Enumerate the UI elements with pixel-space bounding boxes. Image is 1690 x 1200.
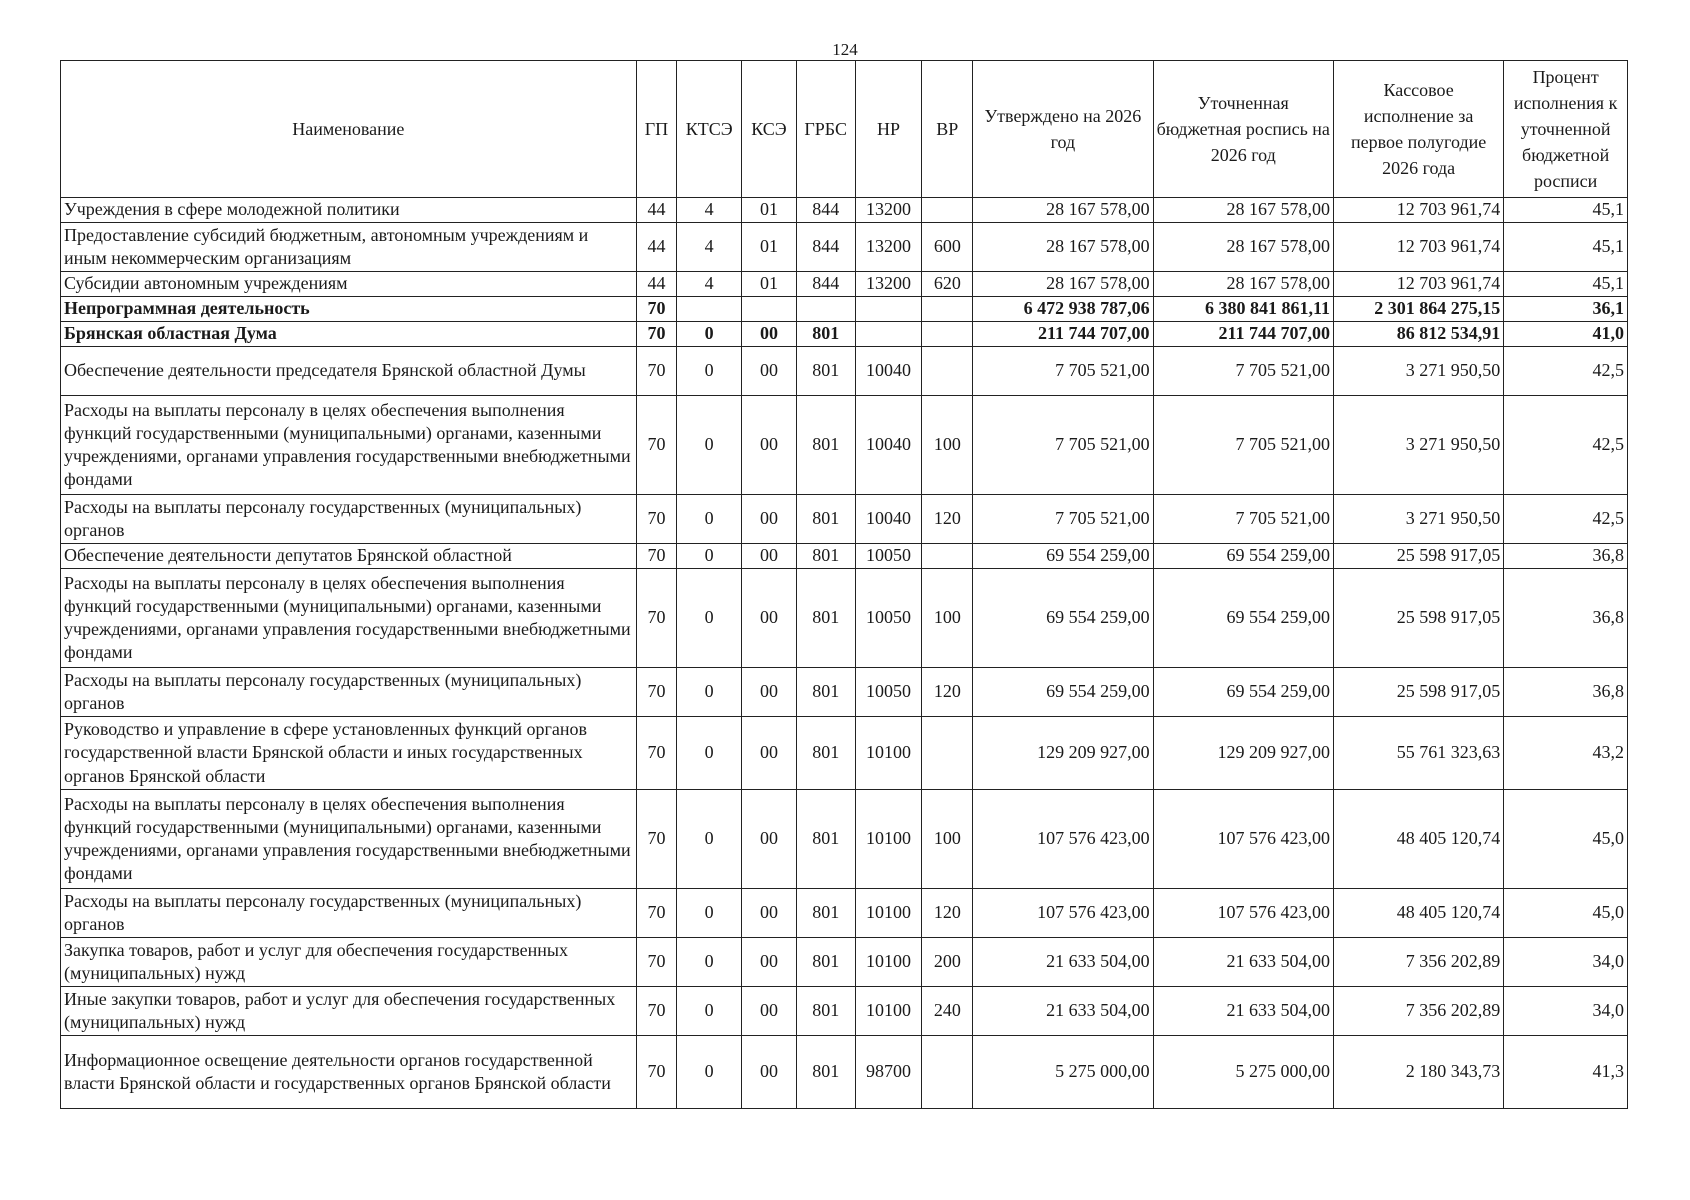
cell-vr [922,198,973,223]
cell-np [855,322,922,347]
cell-percent: 36,1 [1504,297,1628,322]
table-row [61,889,1628,938]
cell-cash: 55 761 323,63 [1333,717,1503,790]
cell-refined: 211 744 707,00 [1153,322,1333,347]
cell-grbs: 801 [796,322,855,347]
cell-percent: 36,8 [1504,569,1628,668]
cell-vr [922,322,973,347]
table-body [61,198,1628,1109]
cell-cash: 12 703 961,74 [1333,223,1503,272]
cell-gp: 70 [636,347,677,396]
cell-ktse: 4 [677,198,742,223]
cell-percent: 45,1 [1504,198,1628,223]
cell-approved: 7 705 521,00 [973,347,1153,396]
cell-gp: 70 [636,717,677,790]
cell-name: Руководство и управление в сфере установленных функций органов государственной власти Брянской области и иных государственных органов Брянской области [61,717,637,790]
cell-approved: 28 167 578,00 [973,198,1153,223]
cell-kse: 01 [742,223,797,272]
cell-kse: 00 [742,322,797,347]
cell-np: 13200 [855,272,922,297]
cell-np: 10100 [855,987,922,1036]
cell-name: Расходы на выплаты персоналу в целях обеспечения выполнения функций государственными (муниципальными) органами, казенными учреждениями, органами управления государственными внебюджетными фондами [61,396,637,495]
cell-kse: 00 [742,347,797,396]
cell-vr [922,347,973,396]
cell-vr: 240 [922,987,973,1036]
cell-name: Непрограммная деятельность [61,297,637,322]
table-row [61,272,1628,297]
cell-np: 10050 [855,544,922,569]
header-vr: ВР [922,61,973,198]
cell-percent: 36,8 [1504,668,1628,717]
cell-gp: 44 [636,198,677,223]
cell-ktse: 0 [677,322,742,347]
cell-kse: 01 [742,272,797,297]
cell-gp: 70 [636,889,677,938]
cell-ktse: 0 [677,544,742,569]
cell-refined: 129 209 927,00 [1153,717,1333,790]
cell-approved: 69 554 259,00 [973,544,1153,569]
cell-approved: 7 705 521,00 [973,396,1153,495]
cell-ktse: 0 [677,790,742,889]
cell-ktse [677,297,742,322]
cell-grbs: 801 [796,889,855,938]
cell-gp: 70 [636,668,677,717]
cell-approved: 21 633 504,00 [973,987,1153,1036]
cell-cash: 25 598 917,05 [1333,668,1503,717]
cell-approved: 69 554 259,00 [973,569,1153,668]
cell-percent: 43,2 [1504,717,1628,790]
table-row [61,668,1628,717]
cell-vr [922,297,973,322]
cell-cash: 86 812 534,91 [1333,322,1503,347]
cell-gp: 70 [636,495,677,544]
cell-refined: 69 554 259,00 [1153,569,1333,668]
cell-vr: 100 [922,790,973,889]
table-row [61,987,1628,1036]
cell-kse: 00 [742,1036,797,1109]
cell-approved: 28 167 578,00 [973,272,1153,297]
cell-vr: 100 [922,569,973,668]
cell-kse: 00 [742,717,797,790]
header-np: НР [855,61,922,198]
table-header-row [61,61,1628,198]
table-row [61,1036,1628,1109]
cell-gp: 70 [636,322,677,347]
cell-kse: 00 [742,495,797,544]
cell-name: Расходы на выплаты персоналу государственных (муниципальных) органов [61,495,637,544]
cell-vr [922,544,973,569]
cell-vr: 620 [922,272,973,297]
cell-np: 10100 [855,938,922,987]
header-refined: Уточненная бюджетная роспись на 2026 год [1153,61,1333,198]
cell-ktse: 0 [677,938,742,987]
cell-grbs: 801 [796,1036,855,1109]
cell-np: 10050 [855,668,922,717]
cell-vr: 120 [922,889,973,938]
cell-percent: 42,5 [1504,495,1628,544]
cell-ktse: 0 [677,1036,742,1109]
table-row [61,717,1628,790]
cell-percent: 41,0 [1504,322,1628,347]
cell-np: 10100 [855,790,922,889]
cell-percent: 42,5 [1504,347,1628,396]
cell-grbs: 801 [796,544,855,569]
table-row [61,198,1628,223]
cell-refined: 21 633 504,00 [1153,938,1333,987]
cell-name: Расходы на выплаты персоналу в целях обеспечения выполнения функций государственными (муниципальными) органами, казенными учреждениями, органами управления государственными внебюджетными фондами [61,569,637,668]
cell-name: Предоставление субсидий бюджетным, автономным учреждениям и иным некоммерческим организациям [61,223,637,272]
cell-refined: 107 576 423,00 [1153,889,1333,938]
cell-refined: 69 554 259,00 [1153,668,1333,717]
table-row [61,569,1628,668]
header-ktse: КТСЭ [677,61,742,198]
cell-name: Обеспечение деятельности председателя Брянской областной Думы [61,347,637,396]
cell-np: 98700 [855,1036,922,1109]
table-row [61,347,1628,396]
table-row [61,396,1628,495]
cell-kse: 00 [742,668,797,717]
cell-name: Расходы на выплаты персоналу государственных (муниципальных) органов [61,668,637,717]
cell-np: 10040 [855,495,922,544]
cell-cash: 2 301 864 275,15 [1333,297,1503,322]
cell-vr [922,717,973,790]
cell-approved: 69 554 259,00 [973,668,1153,717]
cell-name: Расходы на выплаты персоналу в целях обеспечения выполнения функций государственными (муниципальными) органами, казенными учреждениями, органами управления государственными внебюджетными фондами [61,790,637,889]
cell-grbs: 801 [796,495,855,544]
cell-np: 10040 [855,347,922,396]
cell-kse: 00 [742,987,797,1036]
cell-kse: 01 [742,198,797,223]
cell-refined: 6 380 841 861,11 [1153,297,1333,322]
cell-ktse: 0 [677,569,742,668]
table-row [61,938,1628,987]
cell-gp: 44 [636,272,677,297]
cell-cash: 25 598 917,05 [1333,544,1503,569]
cell-gp: 70 [636,569,677,668]
cell-approved: 5 275 000,00 [973,1036,1153,1109]
cell-refined: 107 576 423,00 [1153,790,1333,889]
cell-vr: 120 [922,668,973,717]
cell-gp: 44 [636,223,677,272]
cell-ktse: 0 [677,396,742,495]
cell-cash: 3 271 950,50 [1333,396,1503,495]
cell-vr: 100 [922,396,973,495]
cell-cash: 3 271 950,50 [1333,347,1503,396]
cell-np: 13200 [855,223,922,272]
cell-approved: 107 576 423,00 [973,889,1153,938]
cell-refined: 28 167 578,00 [1153,223,1333,272]
cell-vr [922,1036,973,1109]
cell-approved: 28 167 578,00 [973,223,1153,272]
cell-gp: 70 [636,938,677,987]
cell-grbs: 801 [796,717,855,790]
header-percent: Процент исполнения к уточненной бюджетной росписи [1504,61,1628,198]
cell-percent: 34,0 [1504,987,1628,1036]
cell-refined: 7 705 521,00 [1153,495,1333,544]
header-name: Наименование [61,61,637,198]
cell-ktse: 0 [677,889,742,938]
header-grbs: ГРБС [796,61,855,198]
cell-kse: 00 [742,544,797,569]
cell-vr: 120 [922,495,973,544]
cell-grbs: 801 [796,790,855,889]
cell-grbs: 801 [796,347,855,396]
header-approved: Утверждено на 2026 год [973,61,1153,198]
table-row [61,297,1628,322]
cell-np: 10040 [855,396,922,495]
cell-ktse: 4 [677,272,742,297]
table-row [61,790,1628,889]
cell-percent: 36,8 [1504,544,1628,569]
cell-approved: 129 209 927,00 [973,717,1153,790]
cell-name: Информационное освещение деятельности органов государственной власти Брянской области и государственных органов Брянской области [61,1036,637,1109]
cell-refined: 69 554 259,00 [1153,544,1333,569]
cell-kse: 00 [742,889,797,938]
cell-percent: 34,0 [1504,938,1628,987]
cell-cash: 48 405 120,74 [1333,790,1503,889]
cell-approved: 21 633 504,00 [973,938,1153,987]
cell-kse: 00 [742,790,797,889]
cell-vr: 600 [922,223,973,272]
cell-cash: 48 405 120,74 [1333,889,1503,938]
cell-approved: 107 576 423,00 [973,790,1153,889]
cell-percent: 41,3 [1504,1036,1628,1109]
cell-ktse: 0 [677,495,742,544]
cell-grbs: 801 [796,938,855,987]
cell-refined: 28 167 578,00 [1153,272,1333,297]
cell-grbs: 844 [796,223,855,272]
cell-approved: 6 472 938 787,06 [973,297,1153,322]
cell-name: Расходы на выплаты персоналу государственных (муниципальных) органов [61,889,637,938]
cell-grbs: 801 [796,396,855,495]
cell-cash: 7 356 202,89 [1333,987,1503,1036]
cell-refined: 5 275 000,00 [1153,1036,1333,1109]
cell-ktse: 0 [677,668,742,717]
cell-kse [742,297,797,322]
cell-ktse: 4 [677,223,742,272]
cell-refined: 7 705 521,00 [1153,396,1333,495]
cell-name: Иные закупки товаров, работ и услуг для обеспечения государственных (муниципальных) нужд [61,987,637,1036]
cell-percent: 45,1 [1504,272,1628,297]
cell-grbs: 801 [796,569,855,668]
cell-refined: 7 705 521,00 [1153,347,1333,396]
cell-name: Субсидии автономным учреждениям [61,272,637,297]
cell-vr: 200 [922,938,973,987]
cell-name: Обеспечение деятельности депутатов Брянской областной [61,544,637,569]
cell-gp: 70 [636,544,677,569]
cell-cash: 2 180 343,73 [1333,1036,1503,1109]
page-number: 124 [832,40,858,59]
cell-gp: 70 [636,1036,677,1109]
budget-table [60,60,1628,1109]
cell-np [855,297,922,322]
cell-name: Брянская областная Дума [61,322,637,347]
cell-cash: 3 271 950,50 [1333,495,1503,544]
cell-percent: 45,0 [1504,889,1628,938]
cell-kse: 00 [742,938,797,987]
cell-ktse: 0 [677,347,742,396]
cell-np: 13200 [855,198,922,223]
cell-refined: 21 633 504,00 [1153,987,1333,1036]
cell-grbs: 801 [796,668,855,717]
cell-name: Закупка товаров, работ и услуг для обеспечения государственных (муниципальных) нужд [61,938,637,987]
header-gp: ГП [636,61,677,198]
cell-gp: 70 [636,987,677,1036]
table-row [61,223,1628,272]
cell-percent: 45,0 [1504,790,1628,889]
cell-np: 10050 [855,569,922,668]
cell-percent: 45,1 [1504,223,1628,272]
cell-ktse: 0 [677,987,742,1036]
cell-approved: 211 744 707,00 [973,322,1153,347]
cell-cash: 12 703 961,74 [1333,272,1503,297]
cell-approved: 7 705 521,00 [973,495,1153,544]
cell-gp: 70 [636,297,677,322]
cell-kse: 00 [742,396,797,495]
cell-grbs: 844 [796,198,855,223]
cell-grbs: 801 [796,987,855,1036]
cell-cash: 25 598 917,05 [1333,569,1503,668]
cell-grbs [796,297,855,322]
cell-np: 10100 [855,717,922,790]
header-cash: Кассовое исполнение за первое полугодие 2026 года [1333,61,1503,198]
cell-gp: 70 [636,790,677,889]
table-row [61,495,1628,544]
header-kse: КСЭ [742,61,797,198]
cell-name: Учреждения в сфере молодежной политики [61,198,637,223]
table-row [61,544,1628,569]
cell-percent: 42,5 [1504,396,1628,495]
cell-kse: 00 [742,569,797,668]
table-row [61,322,1628,347]
cell-np: 10100 [855,889,922,938]
cell-gp: 70 [636,396,677,495]
cell-cash: 7 356 202,89 [1333,938,1503,987]
cell-refined: 28 167 578,00 [1153,198,1333,223]
cell-ktse: 0 [677,717,742,790]
cell-cash: 12 703 961,74 [1333,198,1503,223]
cell-grbs: 844 [796,272,855,297]
